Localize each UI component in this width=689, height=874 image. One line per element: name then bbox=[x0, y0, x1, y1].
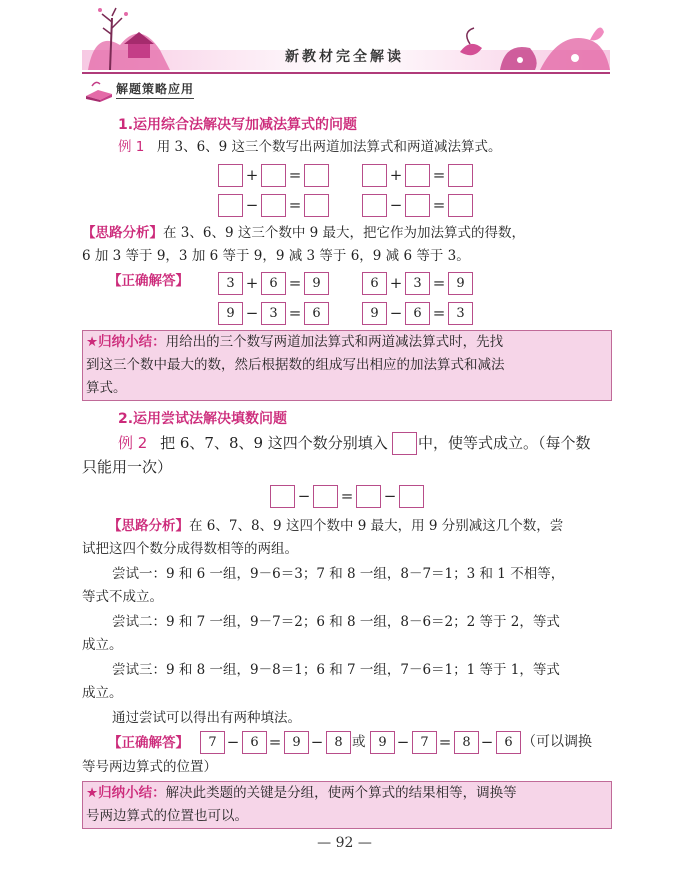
answer-box: 9 bbox=[218, 302, 243, 325]
example1-label: 例 1 bbox=[118, 139, 145, 155]
answer-box: 7 bbox=[200, 731, 225, 754]
answer-box: 6 bbox=[362, 272, 387, 295]
analysis2 bbox=[82, 515, 612, 561]
answer-box: 3 bbox=[448, 302, 473, 325]
blank-box[interactable] bbox=[362, 194, 387, 217]
summary2-line1: 解决此类题的关键是分组，使两个算式的结果相等，调换等 bbox=[165, 785, 517, 801]
example2-blank-equation: − = − bbox=[270, 485, 430, 509]
section-label: 解题策略应用 bbox=[116, 80, 194, 99]
try2-a: 尝试二：9 和 7 一组，9－7＝2；6 和 8 一组，8－6＝2；2 等于 2，等式 bbox=[112, 614, 560, 630]
answer-box: 3 bbox=[405, 272, 430, 295]
answer-box: 8 bbox=[326, 731, 351, 754]
example1-text: 用 3、6、9 这三个数写出两道加法算式和两道减法算式。 bbox=[156, 139, 502, 155]
analysis2-line1: 在 6、7、8、9 这四个数中 9 最大，用 9 分别减这几个数，尝 bbox=[189, 518, 564, 534]
blank-box[interactable] bbox=[261, 194, 286, 217]
blank-box[interactable] bbox=[304, 194, 329, 217]
analysis1-line1: 在 3、6、9 这三个数中 9 最大，把它作为加法算式的得数， bbox=[163, 225, 526, 241]
page-number: — 92 — bbox=[317, 835, 372, 851]
answer2-note2: 等号两边算式的位置） bbox=[82, 759, 217, 775]
example2-line bbox=[118, 432, 388, 455]
blank-box[interactable] bbox=[405, 194, 430, 217]
summary1-line1: 用给出的三个数写两道加法算式和两道减法算式时，先找 bbox=[165, 334, 504, 350]
answer-box: 3 bbox=[218, 272, 243, 295]
example2-text-a: 把 6、7、8、9 这四个数分别填入 bbox=[160, 434, 388, 452]
header-title: 新教材完全解读 bbox=[285, 49, 404, 65]
blank-box[interactable] bbox=[270, 485, 295, 508]
example1-blank-equations: + = + = − = − = bbox=[218, 164, 478, 222]
answer1-equations: 3 + 6 = 9 6 + 3 = 9 9 − 3 = 6 9 − 6 = 3 bbox=[218, 272, 478, 330]
inline-blank-box bbox=[392, 432, 417, 455]
blank-box[interactable] bbox=[356, 485, 381, 508]
blank-box[interactable] bbox=[448, 164, 473, 187]
answer-box: 7 bbox=[412, 731, 437, 754]
topic1-heading: 1.运用综合法解决写加减法算式的问题 bbox=[118, 117, 358, 133]
blank-box[interactable] bbox=[304, 164, 329, 187]
try3-a: 尝试三：9 和 8 一组，9－8＝1；6 和 7 一组，7－6＝1；1 等于 1，等式 bbox=[112, 662, 560, 678]
example1-line bbox=[118, 136, 502, 159]
topic2-heading: 2.运用尝试法解决填数问题 bbox=[118, 411, 288, 427]
analysis2-line2: 试把这四个数分成得数相等的两组。 bbox=[82, 541, 298, 557]
answer-box: 6 bbox=[261, 272, 286, 295]
answer-box: 8 bbox=[454, 731, 479, 754]
answer-box: 9 bbox=[362, 302, 387, 325]
answer-box: 9 bbox=[370, 731, 395, 754]
analysis2-tag: 【思路分析】 bbox=[108, 518, 189, 534]
try3-b: 成立。 bbox=[82, 685, 123, 701]
answer1-tag: 【正确解答】 bbox=[108, 273, 189, 289]
try1-a: 尝试一：9 和 6 一组，9－6＝3；7 和 8 一组，8－7＝1；3 和 1 不相等， bbox=[112, 566, 565, 582]
summary2 bbox=[82, 781, 612, 829]
summary2-line2: 号两边算式的位置也可以。 bbox=[86, 808, 248, 824]
summary1 bbox=[82, 330, 612, 401]
try1 bbox=[82, 563, 612, 609]
answer2-note: （可以调换 bbox=[522, 734, 592, 750]
blank-box[interactable] bbox=[362, 164, 387, 187]
try3 bbox=[82, 659, 612, 705]
blank-box[interactable] bbox=[313, 485, 338, 508]
try2-b: 成立。 bbox=[82, 637, 123, 653]
or-word: 或 bbox=[352, 734, 366, 750]
summary1-tag: ★归纳小结： bbox=[86, 334, 166, 350]
answer-box: 9 bbox=[284, 731, 309, 754]
answer-box: 6 bbox=[405, 302, 430, 325]
blank-box[interactable] bbox=[399, 485, 424, 508]
analysis1-line2: 6 加 3 等于 9，3 加 6 等于 9，9 减 3 等于 6，9 减 6 等于 3。 bbox=[82, 248, 470, 264]
example2-label: 例 2 bbox=[118, 434, 148, 452]
header-rule bbox=[82, 72, 610, 74]
answer-box: 9 bbox=[304, 272, 329, 295]
example2-text-c: 只能用一次） bbox=[82, 458, 173, 476]
try1-b: 等式不成立。 bbox=[82, 589, 163, 605]
try2 bbox=[82, 611, 612, 657]
answer-box: 6 bbox=[242, 731, 267, 754]
blank-box[interactable] bbox=[218, 164, 243, 187]
analysis1 bbox=[82, 222, 612, 268]
example2-text-b: 中，使等式成立。（每个数 bbox=[418, 434, 591, 452]
blank-box[interactable] bbox=[218, 194, 243, 217]
blank-box[interactable] bbox=[261, 164, 286, 187]
summary2-tag: ★归纳小结： bbox=[86, 785, 166, 801]
answer-box: 3 bbox=[261, 302, 286, 325]
answer2-tag: 【正确解答】 bbox=[108, 735, 189, 751]
blank-box[interactable] bbox=[448, 194, 473, 217]
answer2-equations: 7 − 6 = 9 − 8 或 9 − 7 = 8 − 6 （可以调换 bbox=[200, 731, 610, 755]
blank-box[interactable] bbox=[405, 164, 430, 187]
analysis1-tag: 【思路分析】 bbox=[82, 225, 163, 241]
answer-box: 9 bbox=[448, 272, 473, 295]
book-icon bbox=[84, 80, 114, 102]
conclusion: 通过尝试可以得出有两种填法。 bbox=[112, 710, 301, 726]
summary1-line2: 到这三个数中最大的数，然后根据数的组成写出相应的加法算式和减法 bbox=[86, 357, 505, 373]
answer-box: 6 bbox=[304, 302, 329, 325]
summary1-line3: 算式。 bbox=[86, 380, 127, 396]
answer-box: 6 bbox=[496, 731, 521, 754]
